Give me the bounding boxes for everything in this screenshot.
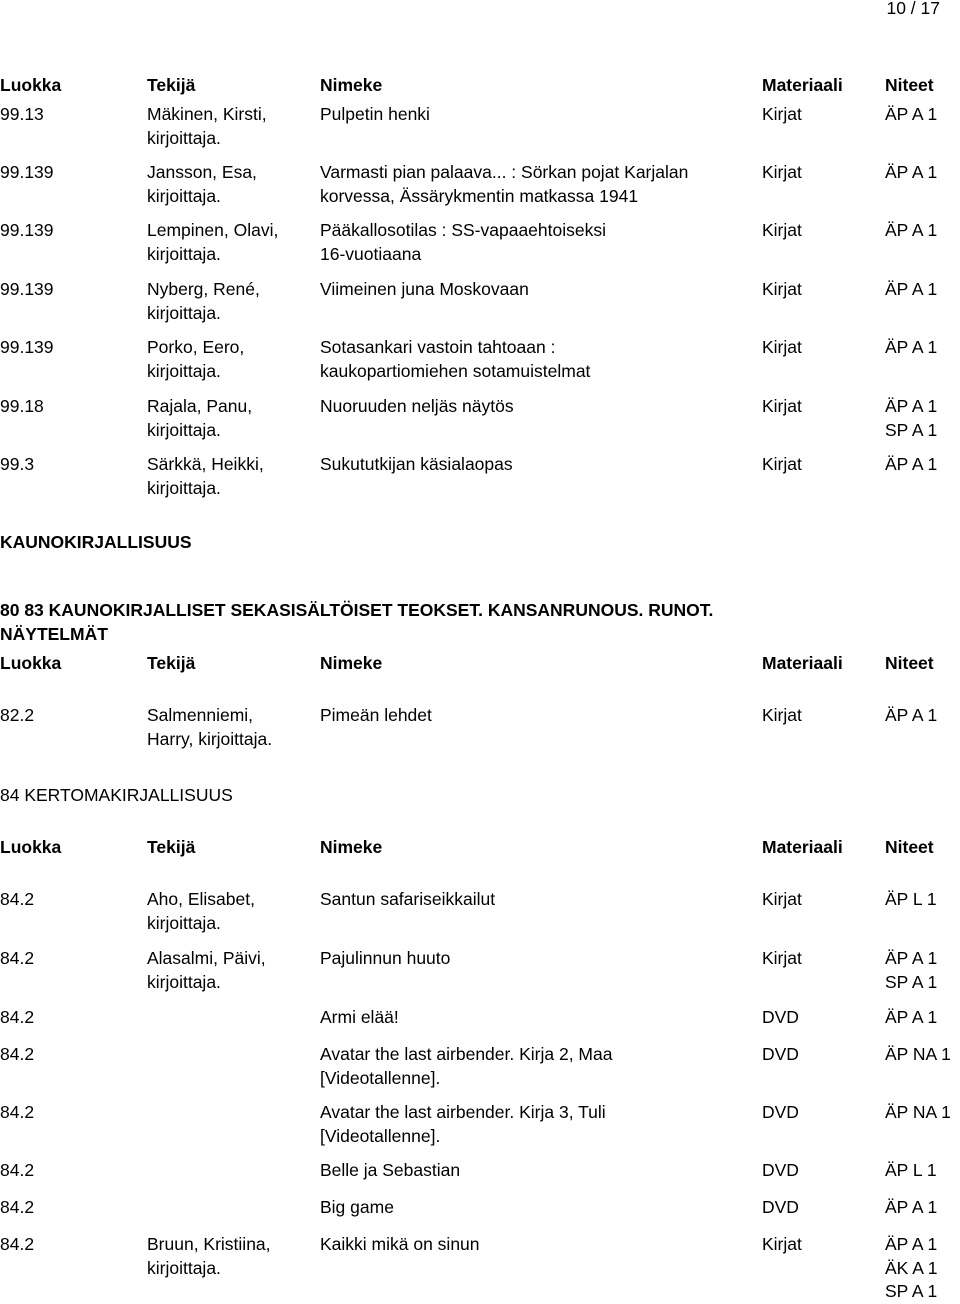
cell-nimeke-line: Belle ja Sebastian [320,1160,461,1180]
cell-niteet [885,947,960,994]
cell-materiaali: DVD [762,1102,799,1122]
cell-nimeke-line: Sotasankari vastoin tahtoaan : [320,337,556,357]
cell-nimeke [320,161,755,208]
cell-niteet-line: ÄP A 1 [885,705,938,725]
cell-materiaali: Kirjat [762,220,802,240]
cell-nimeke [320,395,755,419]
cell-nimeke [320,888,755,912]
cell-luokka: 99.139 [0,337,54,357]
header-tekija: Tekijä [147,837,196,857]
cell-luokka: 99.13 [0,104,44,124]
cell-tekija-line: Lempinen, Olavi, [147,220,279,240]
cell-niteet-line: ÄP A 1 [885,220,938,240]
section2-title [0,599,960,646]
header-nimeke: Nimeke [320,653,383,673]
cell-materiaali: Kirjat [762,104,802,124]
cell-nimeke [320,1233,755,1257]
header-niteet: Niteet [885,653,934,673]
cell-nimeke-line: 16-vuotiaana [320,243,422,264]
cell-tekija-line: Harry, kirjoittaja. [147,728,273,749]
section2-title-line1: 80 83 KAUNOKIRJALLISET SEKASISÄLTÖISET TEOKSET. KANSANRUNOUS. RUNOT. [0,600,714,620]
cell-luokka: 84.2 [0,1102,35,1122]
cell-tekija-line: Jansson, Esa, [147,162,257,182]
cell-tekija-line: Aho, Elisabet, [147,889,255,909]
header-luokka: Luokka [0,837,62,857]
cell-niteet-line: ÄP A 1 [885,396,938,416]
cell-materiaali: Kirjat [762,396,802,416]
cell-tekija [147,1233,312,1280]
cell-niteet [885,278,960,302]
cell-nimeke-line: [Videotallenne]. [320,1125,441,1146]
header-tekija: Tekijä [147,653,196,673]
cell-luokka: 84.2 [0,889,35,909]
section3-title: 84 KERTOMAKIRJALLISUUS [0,785,233,805]
cell-niteet-line: ÄP NA 1 [885,1044,951,1064]
cell-tekija-line: kirjoittaja. [147,971,221,992]
cell-niteet [885,1159,960,1183]
cell-niteet-line: ÄP A 1 [885,279,938,299]
cell-niteet [885,336,960,360]
cell-materiaali: DVD [762,1007,799,1027]
cell-niteet [885,453,960,477]
cell-tekija [147,888,312,935]
cell-tekija [147,453,312,500]
cell-luokka: 99.18 [0,396,44,416]
cell-luokka: 99.3 [0,454,35,474]
cell-materiaali: Kirjat [762,889,802,909]
cell-luokka: 84.2 [0,1007,35,1027]
cell-luokka: 99.139 [0,162,54,182]
cell-niteet-line: ÄP A 1 [885,1197,938,1217]
cell-tekija [147,219,312,266]
cell-niteet [885,103,960,127]
cell-nimeke-line: korvessa, Ässärykmentin matkassa 1941 [320,185,639,206]
cell-materiaali: Kirjat [762,1234,802,1254]
cell-tekija [147,395,312,442]
cell-niteet-line: ÄK A 1 [885,1257,938,1278]
cell-materiaali: DVD [762,1197,799,1217]
cell-tekija [147,103,312,150]
cell-nimeke-line: Pajulinnun huuto [320,948,451,968]
cell-materiaali: Kirjat [762,162,802,182]
cell-nimeke-line: Varmasti pian palaava... : Sörkan pojat Karjalan [320,162,689,182]
cell-tekija-line: Särkkä, Heikki, [147,454,264,474]
page-number: 10 / 17 [886,0,940,18]
cell-nimeke [320,219,755,266]
cell-materiaali: Kirjat [762,705,802,725]
cell-nimeke-line: [Videotallenne]. [320,1067,441,1088]
cell-materiaali: Kirjat [762,279,802,299]
cell-tekija-line: kirjoittaja. [147,360,221,381]
cell-nimeke-line: kaukopartiomiehen sotamuistelmat [320,360,591,381]
cell-niteet-line: ÄP A 1 [885,337,938,357]
cell-tekija [147,278,312,325]
cell-tekija-line: Bruun, Kristiina, [147,1234,271,1254]
cell-tekija-line: Rajala, Panu, [147,396,253,416]
cell-niteet-line: SP A 1 [885,419,938,440]
cell-nimeke-line: Pulpetin henki [320,104,430,124]
cell-tekija [147,336,312,383]
cell-nimeke [320,1006,755,1030]
cell-nimeke [320,1043,755,1090]
cell-niteet-line: ÄP A 1 [885,454,938,474]
cell-niteet-line: ÄP A 1 [885,104,938,124]
header-materiaali: Materiaali [762,75,843,95]
cell-tekija-line: kirjoittaja. [147,243,221,264]
cell-nimeke-line: Pimeän lehdet [320,705,432,725]
cell-niteet [885,1233,960,1304]
cell-tekija-line: kirjoittaja. [147,912,221,933]
cell-niteet [885,1196,960,1220]
cell-niteet [885,395,960,442]
cell-niteet [885,1101,960,1125]
cell-tekija [147,704,312,751]
cell-tekija-line: kirjoittaja. [147,1257,221,1278]
cell-luokka: 84.2 [0,1044,35,1064]
cell-nimeke-line: Avatar the last airbender. Kirja 3, Tuli [320,1102,606,1122]
cell-luokka: 84.2 [0,1160,35,1180]
cell-nimeke [320,1159,755,1183]
cell-nimeke-line: Viimeinen juna Moskovaan [320,279,529,299]
cell-tekija-line: kirjoittaja. [147,127,221,148]
cell-nimeke [320,947,755,971]
cell-nimeke [320,1101,755,1148]
cell-luokka: 82.2 [0,705,35,725]
cell-luokka: 99.139 [0,279,54,299]
header-niteet: Niteet [885,837,934,857]
cell-nimeke [320,336,755,383]
cell-niteet-line: ÄP A 1 [885,1234,938,1254]
cell-nimeke-line: Sukututkijan käsialaopas [320,454,513,474]
cell-materiaali: Kirjat [762,337,802,357]
cell-materiaali: DVD [762,1160,799,1180]
header-tekija: Tekijä [147,75,196,95]
cell-luokka: 99.139 [0,220,54,240]
cell-nimeke [320,103,755,127]
cell-niteet-line: ÄP A 1 [885,162,938,182]
cell-tekija-line: Salmenniemi, [147,705,254,725]
cell-tekija-line: kirjoittaja. [147,302,221,323]
cell-nimeke-line: Pääkallosotilas : SS-vapaaehtoiseksi [320,220,606,240]
section2-title-line2: NÄYTELMÄT [0,623,108,644]
cell-niteet-line: SP A 1 [885,1281,938,1301]
cell-tekija-line: Mäkinen, Kirsti, [147,104,267,124]
cell-niteet-line: ÄP A 1 [885,1007,938,1027]
cell-niteet [885,1006,960,1030]
cell-niteet [885,1043,960,1067]
header-niteet: Niteet [885,75,934,95]
cell-nimeke-line: Armi elää! [320,1007,399,1027]
cell-niteet-line: ÄP L 1 [885,889,937,909]
cell-niteet [885,219,960,243]
cell-tekija-line: kirjoittaja. [147,185,221,206]
header-nimeke: Nimeke [320,837,383,857]
header-materiaali: Materiaali [762,837,843,857]
cell-niteet [885,161,960,185]
header-luokka: Luokka [0,75,62,95]
cell-nimeke [320,278,755,302]
cell-tekija-line: Nyberg, René, [147,279,260,299]
cell-tekija-line: kirjoittaja. [147,477,221,498]
header-materiaali: Materiaali [762,653,843,673]
cell-niteet-line: ÄP A 1 [885,948,938,968]
cell-nimeke [320,704,755,728]
header-nimeke: Nimeke [320,75,383,95]
cell-luokka: 84.2 [0,1234,35,1254]
cell-nimeke-line: Kaikki mikä on sinun [320,1234,480,1254]
cell-tekija [147,947,312,994]
cell-niteet [885,888,960,912]
header-luokka: Luokka [0,653,62,673]
cell-nimeke-line: Avatar the last airbender. Kirja 2, Maa [320,1044,613,1064]
cell-niteet-line: SP A 1 [885,971,938,992]
cell-niteet [885,704,960,728]
cell-materiaali: Kirjat [762,948,802,968]
cell-luokka: 84.2 [0,1197,35,1217]
cell-materiaali: Kirjat [762,454,802,474]
cell-niteet-line: ÄP L 1 [885,1160,937,1180]
cell-luokka: 84.2 [0,948,35,968]
cell-tekija-line: kirjoittaja. [147,419,221,440]
cell-nimeke-line: Big game [320,1197,394,1217]
cell-tekija [147,161,312,208]
cell-niteet-line: ÄP NA 1 [885,1102,951,1122]
cell-nimeke [320,1196,755,1220]
cell-nimeke-line: Santun safariseikkailut [320,889,496,909]
kaunokirjallisuus-title: KAUNOKIRJALLISUUS [0,532,192,552]
cell-materiaali: DVD [762,1044,799,1064]
cell-tekija-line: Alasalmi, Päivi, [147,948,266,968]
cell-nimeke [320,453,755,477]
cell-tekija-line: Porko, Eero, [147,337,245,357]
cell-nimeke-line: Nuoruuden neljäs näytös [320,396,514,416]
